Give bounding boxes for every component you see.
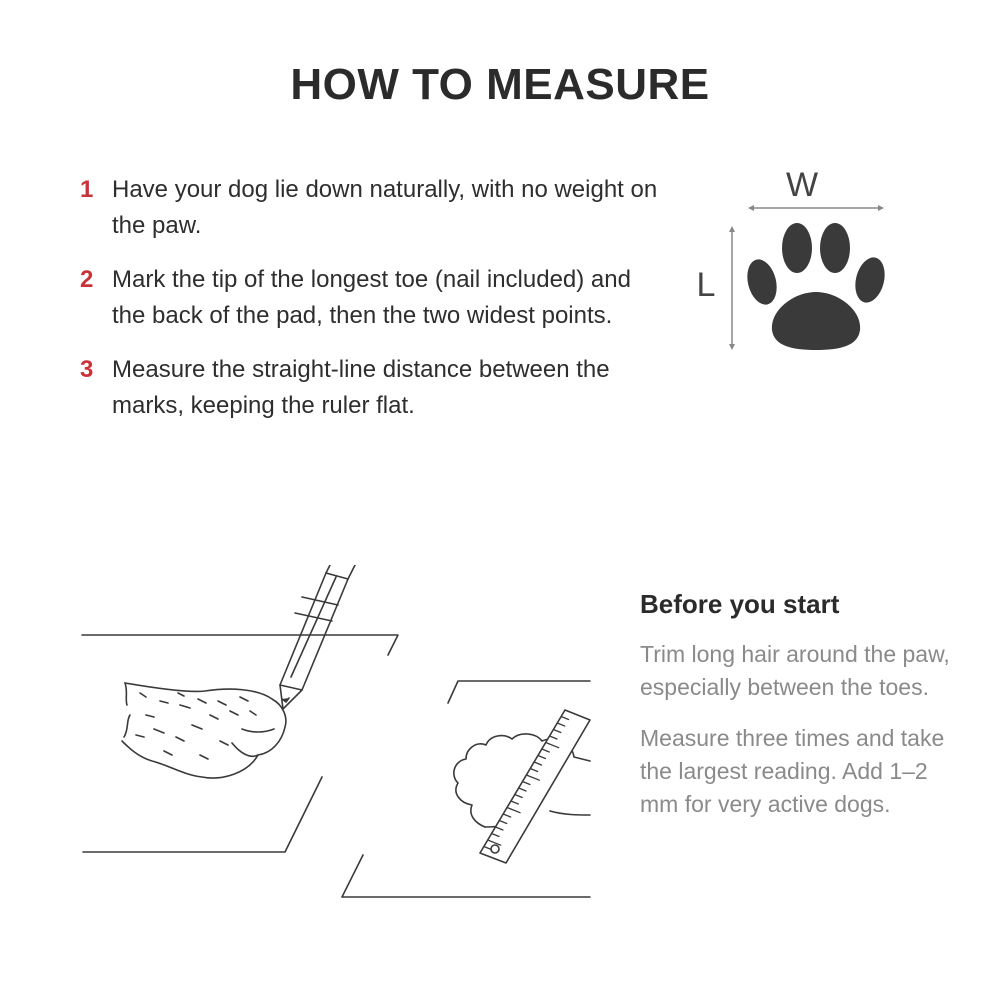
dog-paw-drawing xyxy=(122,683,286,778)
tip-text: Measure three times and take the largest reading. Add 1–2 mm for very active dogs. xyxy=(640,725,945,817)
pencil-icon xyxy=(280,565,355,709)
length-arrow xyxy=(729,226,735,350)
measuring-illustration xyxy=(80,565,595,905)
page-title: HOW TO MEASURE xyxy=(290,60,710,109)
step-item xyxy=(80,172,660,244)
length-label: L xyxy=(696,266,716,304)
paw-print-icon xyxy=(743,223,889,350)
step-item xyxy=(80,262,660,334)
step-item xyxy=(80,352,660,424)
tip-text: Trim long hair around the paw, especially between the toes. xyxy=(640,641,950,700)
step-number: 3 xyxy=(80,356,94,383)
width-label: W xyxy=(785,166,819,204)
paper-sheet-right xyxy=(342,681,590,897)
step-text: Have your dog lie down naturally, with no weight on the paw. xyxy=(112,176,658,239)
step-text: Measure the straight-line distance between the marks, keeping the ruler flat. xyxy=(112,356,610,419)
step-number: 1 xyxy=(80,176,94,203)
paper-sheet-left xyxy=(82,635,398,852)
steps-list xyxy=(80,172,660,442)
tips-heading: Before you start xyxy=(640,589,840,619)
step-text: Mark the tip of the longest toe (nail included) and the back of the pad, then the two widest points. xyxy=(112,266,631,329)
paw-dimension-diagram xyxy=(690,160,900,360)
ruler-icon xyxy=(480,710,590,863)
tips-section xyxy=(640,588,960,839)
width-arrow xyxy=(748,205,884,211)
step-number: 2 xyxy=(80,266,94,293)
